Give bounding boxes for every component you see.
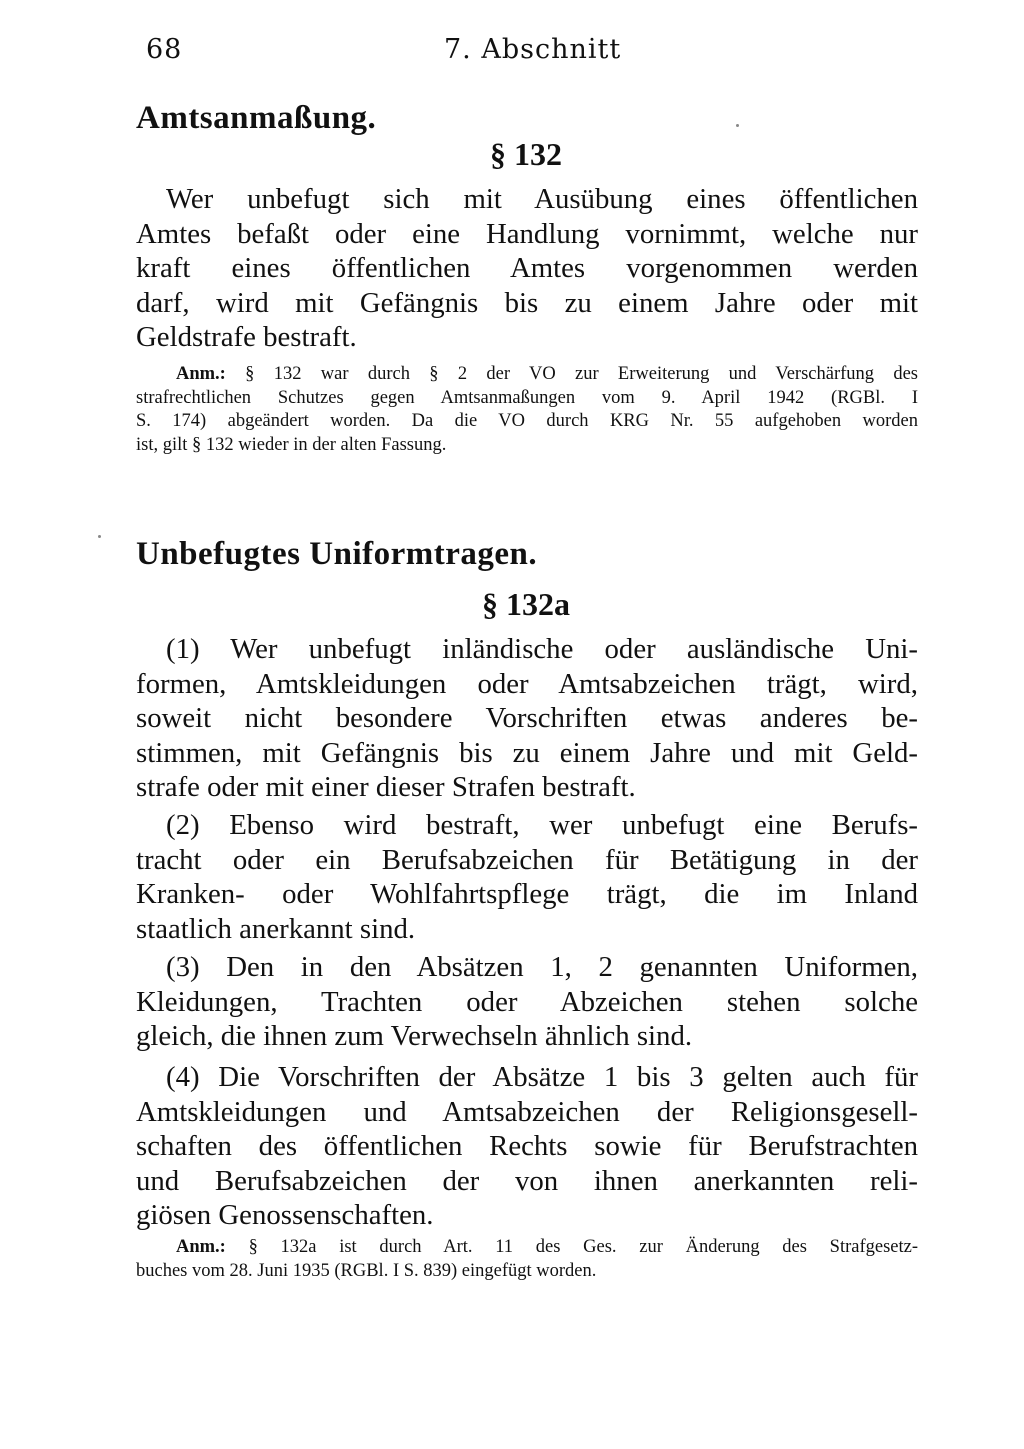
text-line: gleich, die ihnen zum Verwechseln ähnlich sind. xyxy=(136,1020,693,1052)
scan-speck xyxy=(98,535,101,538)
text-line: schaften des öffentlichen Rechts sowie für Berufstrachten xyxy=(136,1130,918,1162)
note-line: S. 174) abgeändert worden. Da die VO durch KRG Nr. 55 aufgehoben worden xyxy=(136,411,918,431)
note-text: § 132 war durch § 2 der VO zur Erweiterung und Verschärfung des xyxy=(245,364,918,384)
text-line: formen, Amtskleidungen oder Amtsabzeichen trägt, wird, xyxy=(136,667,918,700)
text-line: stimmen, mit Gefängnis bis zu einem Jahre und mit Geld- xyxy=(136,736,918,769)
note-label: Anm.: xyxy=(176,1237,226,1257)
text-line: giösen Genossenschaften. xyxy=(136,1199,434,1231)
page-header xyxy=(146,34,866,74)
paragraph-132-text xyxy=(136,182,918,355)
text-line: strafe oder mit einer dieser Strafen bestraft. xyxy=(136,771,636,803)
text-line: (3) Den in den Absätzen 1, 2 genannten Uniformen, xyxy=(166,951,918,983)
text-line: kraft eines öffentlichen Amtes vorgenommen werden xyxy=(136,252,918,284)
note-line xyxy=(136,363,918,387)
text-line: Amtskleidungen und Amtsabzeichen der Religionsgesell- xyxy=(136,1095,918,1128)
note-line: ist, gilt § 132 wieder in der alten Fassung. xyxy=(136,434,447,455)
text-line: darf, wird mit Gefängnis bis zu einem Jahre oder mit xyxy=(136,286,918,319)
note-text: § 132a ist durch Art. 11 des Ges. zur Änderung des Strafgesetz- xyxy=(248,1237,918,1257)
note-line: buches vom 28. Juni 1935 (RGBl. I S. 839) eingefügt worden. xyxy=(136,1260,597,1281)
paragraph-number-132: § 132 xyxy=(490,136,562,172)
text-line: Kranken- oder Wohlfahrtspflege trägt, die im Inland xyxy=(136,878,918,910)
section-title-uniformtragen: Unbefugtes Uniformtragen. xyxy=(136,536,538,572)
text-line: Geldstrafe bestraft. xyxy=(136,321,357,353)
annotation-132 xyxy=(136,363,918,457)
note-label: Anm.: xyxy=(176,364,226,384)
running-head: 7. Abschnitt xyxy=(444,34,622,65)
text-line: Kleidungen, Trachten oder Abzeichen stehen solche xyxy=(136,985,918,1018)
text-line: Amtes befaßt oder eine Handlung vornimmt, welche nur xyxy=(136,217,918,250)
section-title-amtsanmassung: Amtsanmaßung. xyxy=(136,100,377,136)
text-line: (2) Ebenso wird bestraft, wer unbefugt eine Berufs- xyxy=(166,809,918,841)
text-line: tracht oder ein Berufsabzeichen für Betätigung in der xyxy=(136,843,918,876)
note-line xyxy=(136,1236,918,1260)
text-line: soweit nicht besondere Vorschriften etwas anderes be- xyxy=(136,702,918,734)
page-number: 68 xyxy=(146,34,183,65)
annotation-132a xyxy=(136,1236,918,1283)
note-line: strafrechtlichen Schutzes gegen Amtsanmaßungen vom 9. April 1942 (RGBl. I xyxy=(136,387,918,408)
text-line: und Berufsabzeichen der von ihnen anerkannten reli- xyxy=(136,1164,918,1197)
subsection-2 xyxy=(136,808,918,946)
text-line: Wer unbefugt sich mit Ausübung eines öffentlichen xyxy=(166,183,918,215)
scan-speck xyxy=(736,124,739,127)
subsection-1 xyxy=(136,632,918,805)
text-line: staatlich anerkannt sind. xyxy=(136,912,416,945)
subsection-4 xyxy=(136,1060,918,1233)
text-line: (1) Wer unbefugt inländische oder ausländische Uni- xyxy=(166,633,918,665)
subsection-3 xyxy=(136,950,918,1054)
paragraph-number-132a: § 132a xyxy=(482,586,570,622)
text-line: (4) Die Vorschriften der Absätze 1 bis 3 gelten auch für xyxy=(166,1061,918,1093)
